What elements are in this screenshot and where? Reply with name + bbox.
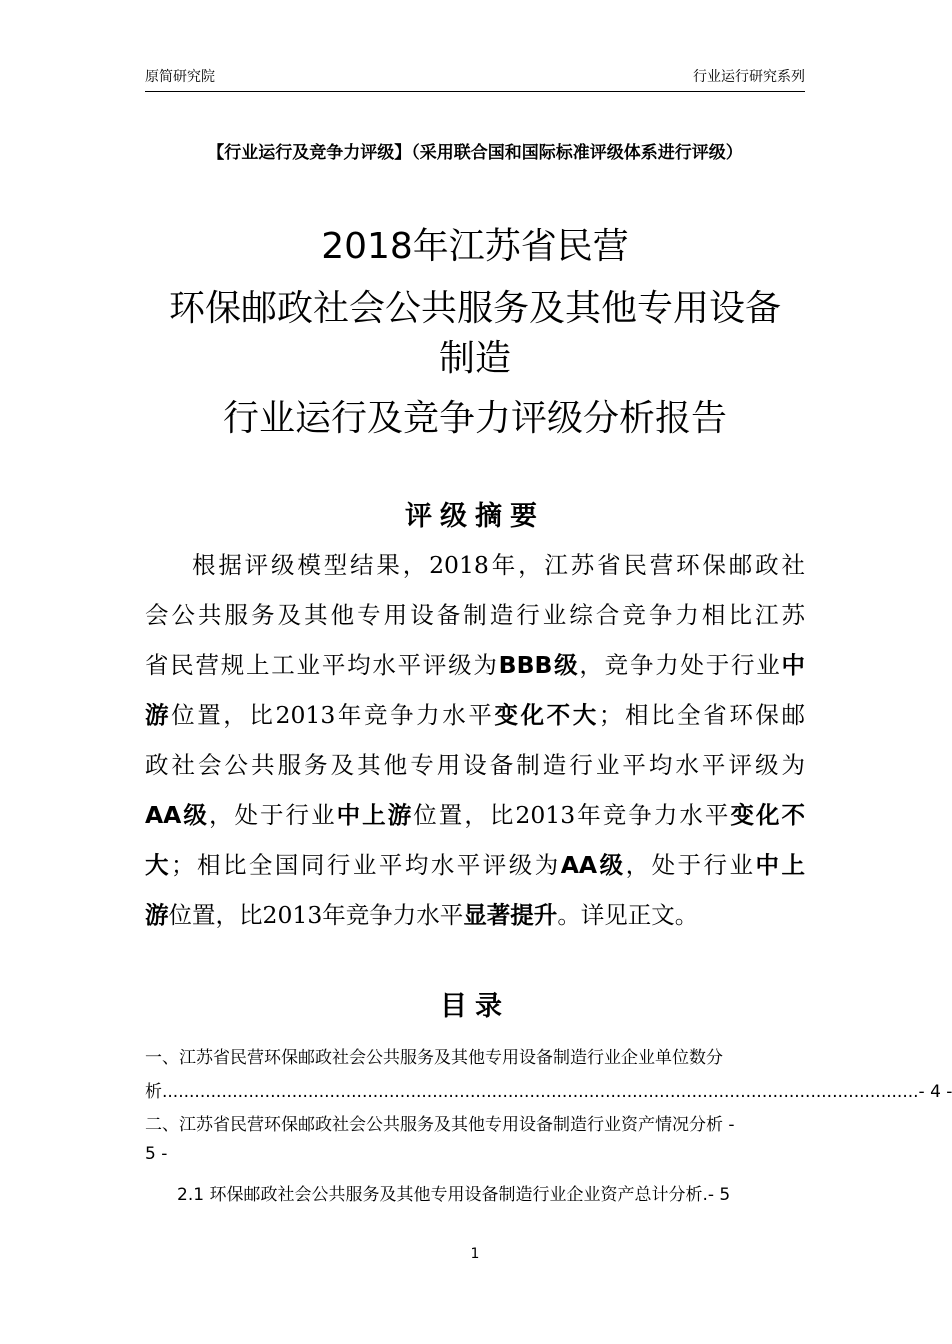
header-right: 行业运行研究系列 (693, 69, 805, 85)
summary-line (145, 790, 805, 840)
summary-text: 政社会公共服务及其他专用设备制造行业平均水平评级为 (145, 751, 805, 779)
summary-text: ，竞争力处于行业 (579, 651, 782, 679)
toc-entry-2-line2: 5 - (145, 1144, 168, 1164)
title-line-1: 2018年江苏省民营 (321, 226, 629, 267)
summary-text: 位置，比2013年竞争力水平 (413, 801, 731, 829)
title-line-4: 行业运行及竞争力评级分析报告 (222, 398, 727, 439)
report-tagline: 【行业运行及竞争力评级】（采用联合国和国际标准评级体系进行评级） (207, 143, 743, 163)
summary-line (145, 540, 805, 590)
summary-emphasis: AA级 (560, 851, 626, 879)
toc-heading: 目录 (440, 991, 510, 1022)
summary-text: 位置，比2013年竞争力水平 (171, 701, 495, 729)
summary-text: ；相比全省环保邮 (598, 701, 806, 729)
summary-text: ；相比全国同行业平均水平评级为 (170, 851, 561, 879)
summary-emphasis: 显著提升 (463, 901, 558, 929)
summary-paragraph (145, 540, 805, 940)
summary-text: 根据评级模型结果，2018年，江苏省民营环保邮政社 (192, 551, 805, 579)
toc-entry-2-1-line1: 2.1 环保邮政社会公共服务及其他专用设备制造行业企业资产总计分析.- 5 (177, 1185, 731, 1205)
summary-text: 省民营规上工业平均水平评级为 (145, 651, 499, 679)
summary-text: 会公共服务及其他专用设备制造行业综合竞争力相比江苏 (145, 601, 805, 629)
toc-entry-1-line1: 一、江苏省民营环保邮政社会公共服务及其他专用设备制造行业企业单位数分 (145, 1048, 723, 1068)
summary-emphasis: 变化不大 (494, 701, 599, 729)
summary-text: 位置，比2013年竞争力水平 (168, 901, 464, 929)
toc-leader-dots: ............................................................................................................................................ (162, 1082, 919, 1102)
summary-line (145, 740, 805, 790)
summary-line (145, 640, 805, 690)
summary-heading: 评级摘要 (405, 501, 545, 532)
page-header (145, 66, 805, 92)
toc-entry-2-line1: 二、江苏省民营环保邮政社会公共服务及其他专用设备制造行业资产情况分析 - (145, 1115, 735, 1135)
summary-emphasis: 中上游 (336, 801, 414, 829)
title-line-3: 制造 (438, 338, 511, 379)
summary-emphasis: 游 (145, 701, 172, 729)
summary-emphasis: 变化不 (730, 801, 806, 829)
summary-line (145, 590, 805, 640)
summary-emphasis: BBB级 (498, 651, 580, 679)
toc-entry-1-line2: 析 (145, 1082, 162, 1102)
title-line-2: 环保邮政社会公共服务及其他专用设备 (168, 288, 781, 329)
summary-text: 。详见正文。 (557, 901, 699, 929)
summary-emphasis: AA级 (145, 801, 209, 829)
summary-emphasis: 大 (145, 851, 171, 879)
summary-emphasis: 中上 (755, 851, 805, 879)
summary-emphasis: 中 (781, 651, 806, 679)
page-number: 1 (470, 1246, 480, 1262)
toc-entry-2[interactable] (145, 1110, 805, 1164)
summary-text: ，处于行业 (625, 851, 756, 879)
toc-entry-1-page: - 4 - (918, 1082, 952, 1102)
toc-entry-1[interactable] (145, 1043, 952, 1102)
summary-emphasis: 游 (145, 901, 169, 929)
summary-line (145, 840, 805, 890)
summary-line (145, 890, 805, 940)
header-left: 原简研究院 (145, 69, 215, 85)
summary-line (145, 690, 805, 740)
summary-text: ，处于行业 (208, 801, 337, 829)
toc-entry-2-1[interactable] (145, 1180, 805, 1205)
